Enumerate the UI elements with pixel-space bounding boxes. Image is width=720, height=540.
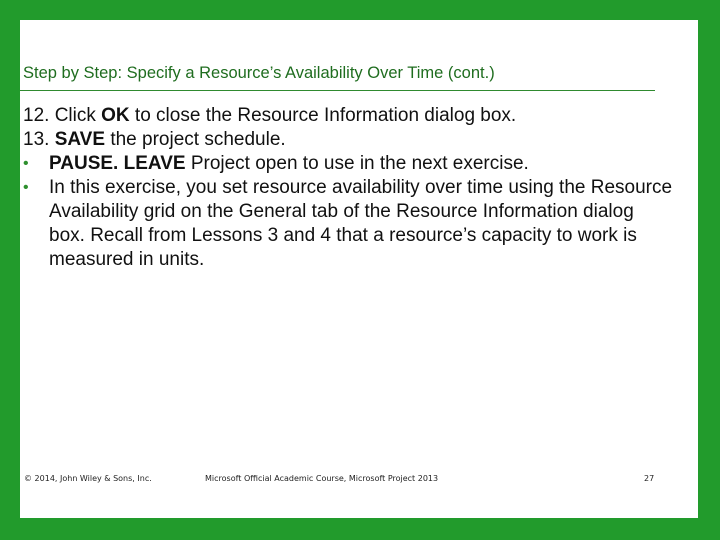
footer-course: Microsoft Official Academic Course, Microsoft Project 2013 <box>205 474 439 483</box>
bullet-dot-icon: • <box>23 179 29 196</box>
step-12-text: to close the Resource Information dialog box. <box>129 105 517 126</box>
step-13 <box>23 128 673 152</box>
bullet-summary <box>23 176 673 272</box>
step-12 <box>23 104 673 128</box>
bullet-pause-text: Project open to use in the next exercise. <box>185 153 529 174</box>
bullet-dot-icon: • <box>23 155 29 172</box>
step-12-keyword: OK <box>101 105 130 126</box>
step-13-keyword: SAVE <box>54 129 106 150</box>
step-12-number: 12. <box>23 105 50 126</box>
slide-title: Step by Step: Specify a Resource’s Availability Over Time (cont.) <box>23 64 495 82</box>
title-divider <box>20 90 655 91</box>
step-13-text: the project schedule. <box>105 129 286 150</box>
bullet-pause-keyword: PAUSE. LEAVE <box>49 153 186 174</box>
bullet-pause <box>23 152 673 176</box>
bullet-summary-text: In this exercise, you set resource availability over time using the Resource Availability grid on the General tab of the Resource Information dialog box. Recall from Lessons 3 and 4 that a resource’s capacity to work is measured in units. <box>49 177 673 270</box>
page-number: 27 <box>644 474 655 483</box>
slide-body <box>23 104 673 272</box>
step-13-number: 13. <box>23 129 50 150</box>
step-12-prefix: Click <box>54 105 102 126</box>
footer-copyright: © 2014, John Wiley & Sons, Inc. <box>24 474 152 483</box>
